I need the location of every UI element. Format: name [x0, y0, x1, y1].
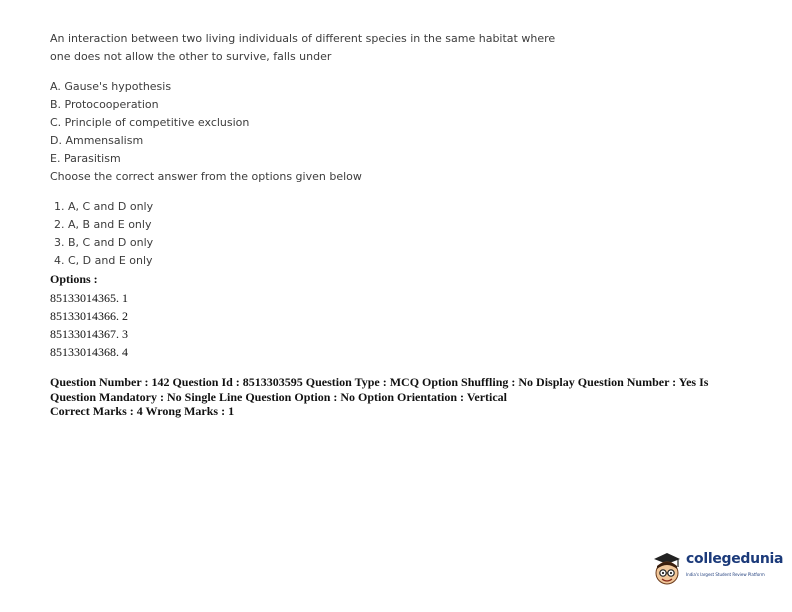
collegedunia-logo	[650, 547, 790, 597]
statement-item: A. Gause's hypothesis	[50, 80, 172, 93]
statement-list	[50, 78, 249, 168]
choice-item: 4. C, D and E only	[54, 254, 153, 267]
option-id-list	[50, 289, 128, 361]
logo-tagline: India's largest Student Review Platform	[686, 572, 765, 577]
question-line-1: An interaction between two living individuals of different species in the same habitat where	[50, 32, 556, 45]
choice-item: 3. B, C and D only	[54, 236, 154, 249]
question-line-2: one does not allow the other to survive, falls under	[50, 50, 332, 63]
metadata-line-3: Correct Marks : 4 Wrong Marks : 1	[50, 404, 235, 418]
statement-item: D. Ammensalism	[50, 134, 144, 147]
option-id: 85133014368. 4	[50, 345, 128, 359]
options-title: Options :	[50, 272, 98, 286]
statement-item: E. Parasitism	[50, 152, 121, 165]
question-metadata	[50, 375, 750, 419]
option-id: 85133014367. 3	[50, 327, 128, 341]
statement-item: B. Protocooperation	[50, 98, 159, 111]
metadata-line-2: Question Mandatory : No Single Line Question Option : No Option Orientation : Vertical	[50, 389, 508, 404]
choice-item: 2. A, B and E only	[54, 218, 152, 231]
choice-list	[54, 198, 153, 270]
statement-item: C. Principle of competitive exclusion	[50, 116, 250, 129]
option-id: 85133014366. 2	[50, 309, 128, 323]
option-id: 85133014365. 1	[50, 291, 128, 305]
answer-prompt: Choose the correct answer from the options given below	[50, 170, 362, 183]
logo-name: collegedunia	[686, 551, 784, 567]
metadata-line-1: Question Number : 142 Question Id : 8513303595 Question Type : MCQ Option Shuffling : No Display Question Number : Yes Is	[50, 375, 709, 389]
choice-item: 1. A, C and D only	[54, 200, 154, 213]
question-text	[50, 30, 570, 66]
mascot-icon	[650, 549, 684, 589]
